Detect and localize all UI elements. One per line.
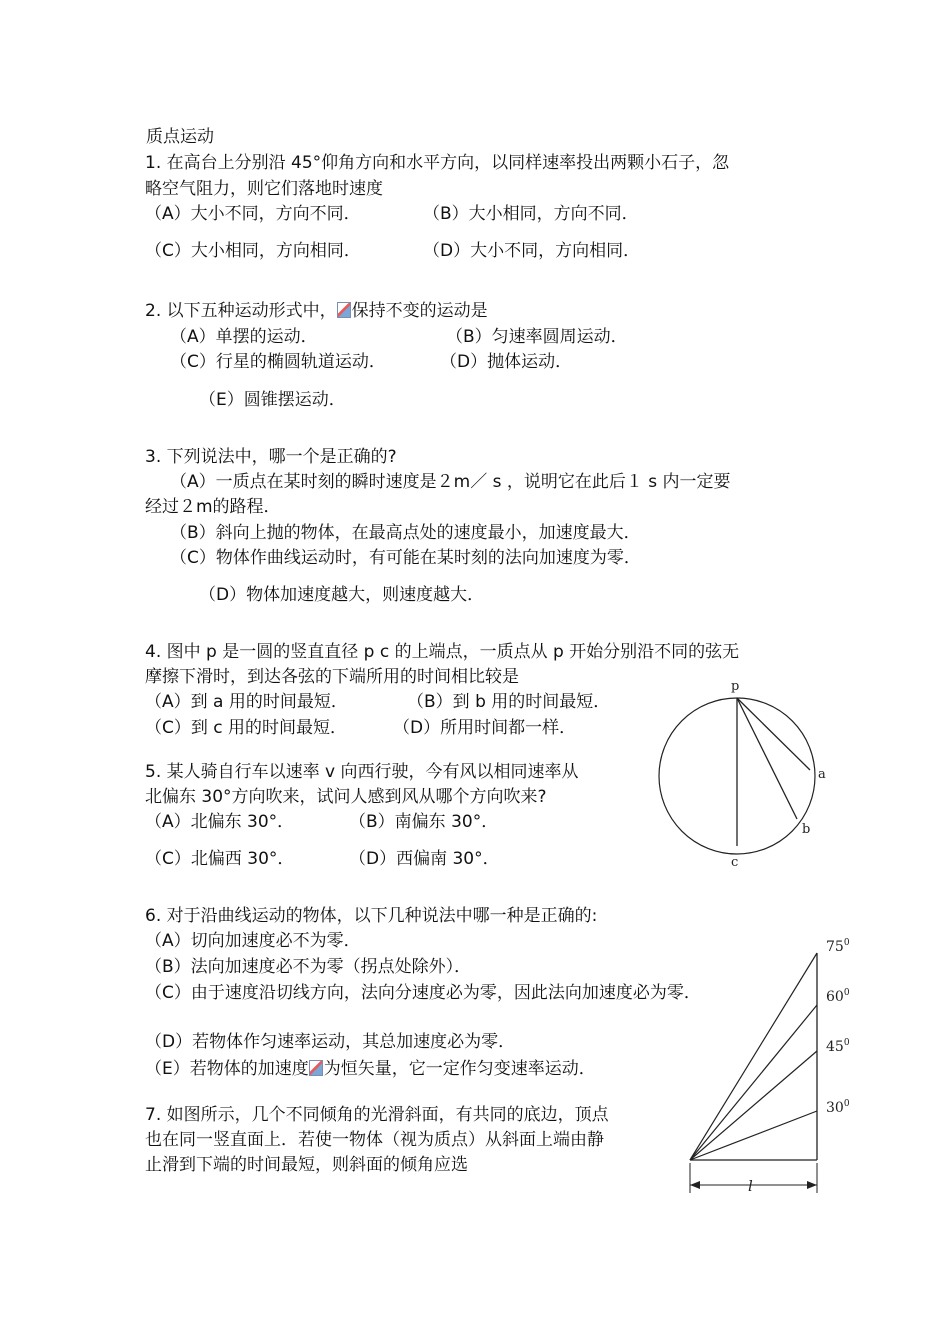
q1-option-c: （C）大小相同，方向相同． [145,241,361,261]
incline-60 [690,1005,817,1160]
label-a: a [818,767,826,782]
q5-option-a: （A）北偏东 30°． [145,812,295,832]
q5-option-c: （C）北偏西 30°． [145,849,295,869]
q3-option-a-line1: （A）一质点在某时刻的瞬时速度是２m／ s ，说明它在此后１ s 内一定要 [170,472,731,492]
incline-75 [690,953,817,1160]
label-p: p [731,679,740,694]
q6-option-e-post: 为恒矢量，它一定作匀变速率运动． [323,1059,596,1079]
base-length-label: l [748,1177,753,1195]
q7-stem-line3: 止滑到下端的时间最短，则斜面的倾角应选 [145,1155,468,1175]
circle-chord-figure [655,674,835,874]
q5-option-d: （D）西偏南 30°． [349,849,500,869]
incline-45 [690,1051,817,1160]
q5-stem-line1: 5. 某人骑自行车以速率 v 向西行驶，今有风以相同速率从 [145,762,579,782]
q2-stem-pre: 2. 以下五种运动形式中， [145,301,337,321]
q2-option-a: （A）单摆的运动． [170,327,318,347]
q7-stem-line1: 7. 如图所示，几个不同倾角的光滑斜面，有共同的底边，顶点 [145,1105,609,1125]
q5-option-b: （B）南偏东 30°． [349,812,499,832]
q3-option-d: （D）物体加速度越大，则速度越大． [199,585,485,605]
q2-option-c: （C）行星的椭圆轨道运动． [170,352,386,372]
q1-stem-line1: 1. 在高台上分别沿 45°仰角方向和水平方向，以同样速率投出两颗小石子，忽 [145,153,730,173]
incline-30 [690,1111,817,1160]
q1-option-b: （B）大小相同，方向不同． [423,204,639,224]
q4-option-d: （D）所用时间都一样． [393,718,577,738]
angle-label-45: $45^0$ [826,1038,850,1055]
q6-stem: 6. 对于沿曲线运动的物体，以下几种说法中哪一种是正确的: [145,906,598,926]
q2-option-e: （E）圆锥摆运动． [199,390,346,410]
chord-pb [737,698,797,819]
q2-stem [145,300,488,322]
q3-option-c: （C）物体作曲线运动时，有可能在某时刻的法向加速度为零． [170,548,641,568]
q1-option-a: （A）大小不同，方向不同． [145,204,361,224]
page-title: 质点运动 [146,127,214,147]
q6-option-a: （A）切向加速度必不为零． [145,931,361,951]
q4-option-c: （C）到 c 用的时间最短． [145,718,348,738]
angle-label-30: $30^0$ [826,1099,850,1116]
q7-stem-line2: 也在同一竖直面上．若使一物体（视为质点）从斜面上端由静 [145,1130,604,1150]
q4-stem-line2: 摩擦下滑时，到达各弦的下端所用的时间相比较是 [145,667,519,687]
angle-label-60: $60^0$ [826,988,850,1005]
q6-option-b: （B）法向加速度必不为零（拐点处除外）． [145,957,472,977]
broken-image-icon [337,302,351,318]
angle-label-75: $75^0$ [826,938,850,955]
q2-stem-post: 保持不变的运动是 [351,301,488,321]
q1-stem-line2: 略空气阻力，则它们落地时速度 [145,179,383,199]
label-c: c [731,855,739,870]
q4-option-a: （A）到 a 用的时间最短． [145,692,348,712]
dim-arrow-left [690,1181,700,1189]
q2-option-b: （B）匀速率圆周运动． [446,327,628,347]
q4-stem-line1: 4. 图中 p 是一圆的竖直直径 p c 的上端点，一质点从 p 开始分别沿不同的弦无 [145,642,740,662]
chord-pa [737,698,810,770]
q3-option-a-line2: 经过２m的路程． [145,497,281,517]
q6-option-c: （C）由于速度沿切线方向，法向分速度必为零，因此法向加速度必为零． [145,983,701,1003]
q5-stem-line2: 北偏东 30°方向吹来，试问人感到风从哪个方向吹来? [145,787,547,807]
q6-option-e-pre: （E）若物体的加速度 [145,1059,309,1079]
broken-image-icon [309,1060,323,1076]
q6-option-e [145,1058,596,1080]
label-b: b [802,822,811,837]
q3-stem: 3. 下列说法中，哪一个是正确的? [145,447,397,467]
q2-option-d: （D）抛体运动． [440,352,573,372]
dim-arrow-right [807,1181,817,1189]
q3-option-b: （B）斜向上抛的物体，在最高点处的速度最小，加速度最大． [170,523,641,543]
q4-option-b: （B）到 b 用的时间最短． [407,692,611,712]
q1-option-d: （D）大小不同，方向相同． [423,241,641,261]
q6-option-d: （D）若物体作匀速率运动，其总加速度必为零． [145,1032,516,1052]
incline-planes-figure [680,925,870,1200]
